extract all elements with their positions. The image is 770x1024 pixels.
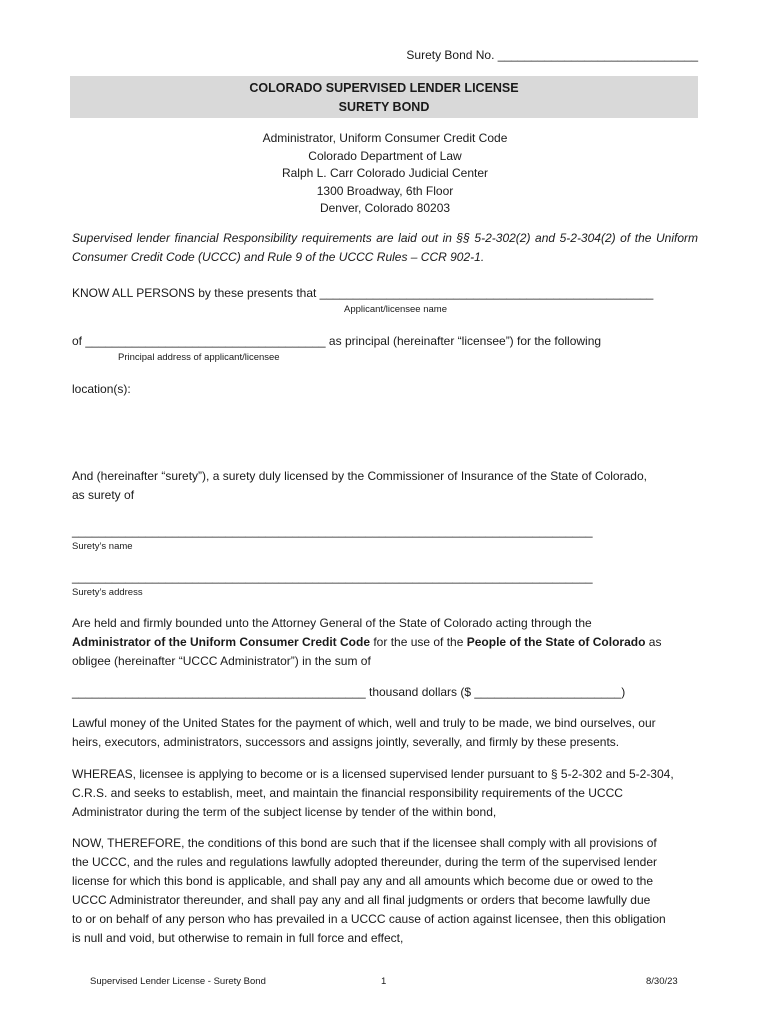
now-therefore-paragraph: [72, 834, 698, 948]
surety-intro-line: And (hereinafter “surety”), a surety duly licensed by the Commissioner of Insurance of the State of Colorado,: [72, 469, 647, 483]
whereas-line: Administrator during the term of the subject license by tender of the within bond,: [72, 805, 497, 819]
applicant-name-caption: Applicant/licensee name: [344, 304, 447, 315]
surety-bond-number: Surety Bond No. ______________________________: [406, 48, 698, 62]
obligee-end-text: as: [645, 635, 662, 649]
administrator-bold: Administrator of the Uniform Consumer Credit Code: [72, 635, 371, 649]
whereas-line: WHEREAS, licensee is applying to become or is a licensed supervised lender pursuant to § 5-2-302 and 5-2-304,: [72, 767, 674, 781]
lawful-money-line: heirs, executors, administrators, successors and assigns jointly, severally, and firmly by these presents.: [72, 735, 620, 749]
obligee-paragraph: [72, 614, 698, 671]
now-therefore-line: UCCC Administrator thereunder, and shall pay any and all final judgments or orders that become lawfully due: [72, 893, 651, 907]
obligee-line: [72, 633, 698, 652]
surety-intro: [72, 467, 698, 505]
footer-page-number: 1: [381, 976, 387, 987]
address-line: Denver, Colorado 80203: [319, 201, 451, 215]
now-therefore-line: the UCCC, and the rules and regulations lawfully adopted thereunder, during the term of the supervised lender: [72, 855, 658, 869]
bond-amount-field[interactable]: ____________________________________________ thousand dollars ($ ______________________): [72, 685, 626, 699]
whereas-line: C.R.S. and seeks to establish, meet, and maintain the financial responsibility requirements of the UCCC: [72, 786, 623, 800]
address-line: Administrator, Uniform Consumer Credit Code: [262, 131, 508, 145]
surety-address-caption: Surety’s address: [72, 587, 143, 598]
lawful-money-paragraph: [72, 714, 698, 752]
now-therefore-line: is null and void, but otherwise to remain in full force and effect,: [72, 931, 404, 945]
lawful-money-line: Lawful money of the United States for the payment of which, well and truly to be made, we bind ourselves, our: [72, 716, 656, 730]
whereas-paragraph: [72, 765, 698, 822]
address-line: Colorado Department of Law: [308, 148, 462, 163]
obligee-line: Are held and firmly bounded unto the Attorney General of the State of Colorado acting through the: [72, 616, 592, 630]
principal-address-caption: Principal address of applicant/licensee: [118, 352, 280, 363]
now-therefore-line: to or on behalf of any person who has prevailed in a UCCC cause of action against licensee, then this obligation: [72, 912, 666, 926]
surety-address-field[interactable]: ______________________________________________________________________________: [72, 570, 593, 584]
people-bold: People of the State of Colorado: [466, 635, 646, 649]
requirements-note: Supervised lender financial Responsibility requirements are laid out in §§ 5-2-302(2) and 5-2-304(2) of the Uniform Consumer Credit Code (UCCC) and Rule 9 of the UCCC Rules – CCR 902-1.: [72, 231, 698, 264]
locations-label: location(s):: [72, 382, 131, 396]
footer-date: 8/30/23: [646, 976, 678, 987]
footer-document-name: Supervised Lender License - Surety Bond: [90, 976, 266, 987]
administrator-address: [0, 130, 770, 218]
obligee-line: obligee (hereinafter “UCCC Administrator”) in the sum of: [72, 654, 371, 668]
now-therefore-line: NOW, THEREFORE, the conditions of this bond are such that if the licensee shall comply with all provisions of: [72, 836, 657, 850]
address-line: 1300 Broadway, 6th Floor: [316, 183, 454, 198]
obligee-mid-text: for the use of the: [370, 635, 467, 649]
surety-name-field[interactable]: ______________________________________________________________________________: [72, 524, 593, 538]
surety-name-caption: Surety’s name: [72, 541, 133, 552]
applicant-name-field[interactable]: KNOW ALL PERSONS by these presents that __________________________________________________: [72, 286, 654, 300]
document-title: COLORADO SUPERVISED LENDER LICENSE: [249, 81, 519, 95]
now-therefore-line: license for which this bond is applicable, and shall pay any and all amounts which become due or owed to the: [72, 874, 654, 888]
principal-address-field[interactable]: of ____________________________________ as principal (hereinafter “licensee”) for the following: [72, 334, 602, 348]
surety-intro-line: as surety of: [72, 488, 135, 502]
document-subtitle: SURETY BOND: [338, 100, 430, 114]
title-banner: [70, 76, 698, 118]
address-line: Ralph L. Carr Colorado Judicial Center: [281, 166, 489, 180]
